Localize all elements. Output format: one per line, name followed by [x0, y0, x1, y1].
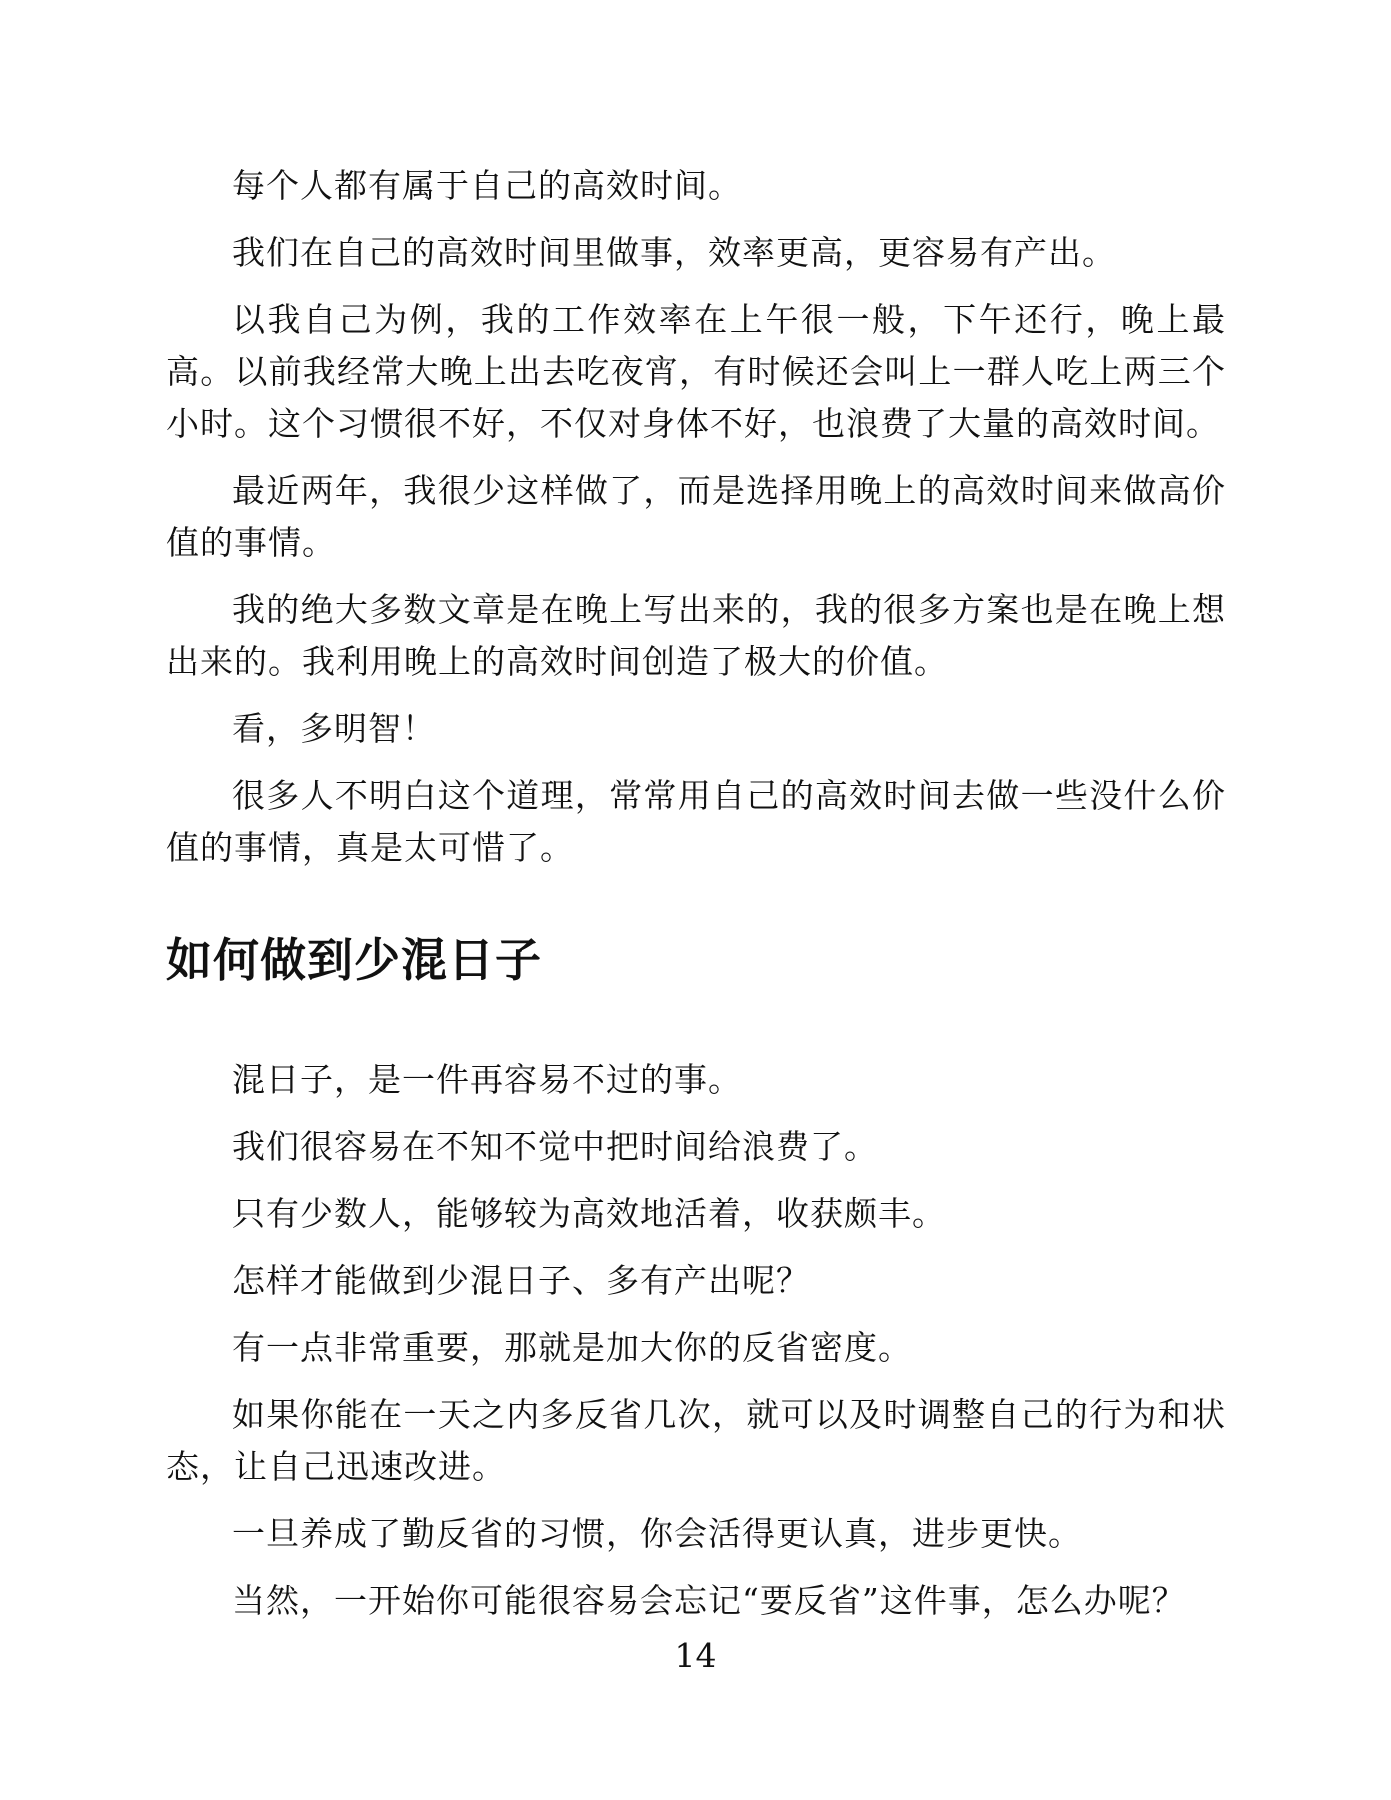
paragraph: 我们在自己的高效时间里做事，效率更高，更容易有产出。 [232, 233, 1116, 272]
section-efficient-time [166, 160, 1226, 874]
paragraph: 只有少数人，能够较为高效地活着，收获颇丰。 [232, 1194, 946, 1233]
section-heading: 如何做到少混日子 [166, 933, 542, 987]
paragraph: 我们很容易在不知不觉中把时间给浪费了。 [232, 1127, 878, 1166]
paragraph: 很多人不明白这个道理，常常用自己的高效时间去做一些没什么价值的事情，真是太可惜了。 [166, 776, 1226, 867]
paragraph: 我的绝大多数文章是在晚上写出来的，我的很多方案也是在晚上想出来的。我利用晚上的高效时间创造了极大的价值。 [166, 590, 1226, 681]
paragraph: 有一点非常重要，那就是加大你的反省密度。 [232, 1328, 912, 1367]
page-number: 14 [674, 1636, 717, 1675]
paragraph: 混日子，是一件再容易不过的事。 [232, 1060, 742, 1099]
section-less-idling [166, 1054, 1226, 1627]
paragraph: 最近两年，我很少这样做了，而是选择用晚上的高效时间来做高价值的事情。 [166, 471, 1226, 562]
paragraph: 看，多明智！ [232, 709, 436, 748]
page-body [166, 160, 1226, 1642]
paragraph: 当然，一开始你可能很容易会忘记“要反省”这件事，怎么办呢？ [232, 1581, 1186, 1620]
paragraph: 每个人都有属于自己的高效时间。 [232, 166, 742, 205]
paragraph: 一旦养成了勤反省的习惯，你会活得更认真，进步更快。 [232, 1514, 1082, 1553]
paragraph: 怎样才能做到少混日子、多有产出呢？ [232, 1261, 810, 1300]
paragraph: 如果你能在一天之内多反省几次，就可以及时调整自己的行为和状态，让自己迅速改进。 [166, 1395, 1226, 1486]
paragraph: 以我自己为例，我的工作效率在上午很一般，下午还行，晚上最高。以前我经常大晚上出去吃夜宵，有时候还会叫上一群人吃上两三个小时。这个习惯很不好，不仅对身体不好，也浪费了大量的高效时间。 [166, 300, 1226, 443]
